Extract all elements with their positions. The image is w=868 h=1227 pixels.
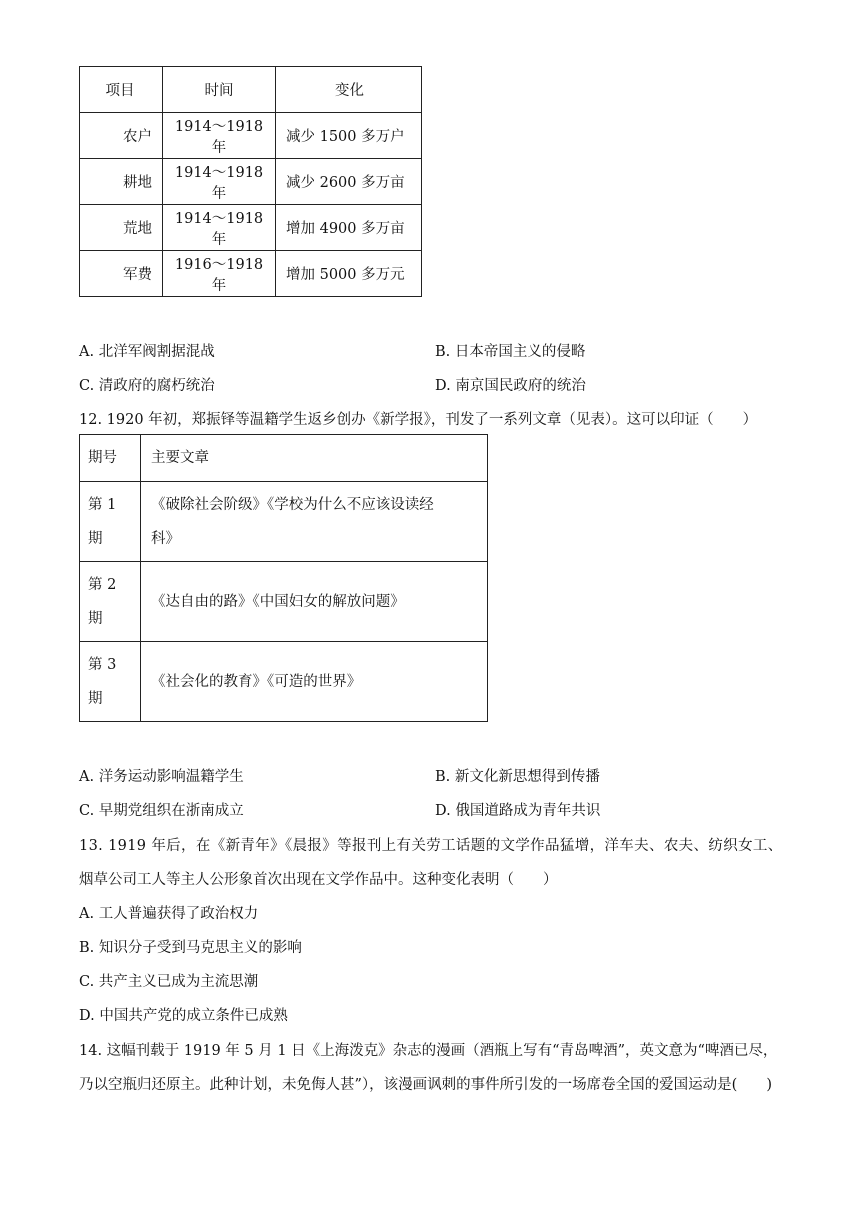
table-cell: 增加 4900 多万亩 bbox=[276, 205, 422, 251]
q14-stem-line2: 乃以空瓶归还原主。此种计划，未免侮人甚”），该漫画讽刺的事件所引发的一场席卷全国的爱国运动是( ) bbox=[79, 1077, 772, 1093]
table-cell: 1914～1918 年 bbox=[163, 159, 276, 205]
q11-option-c[interactable]: C. 清政府的腐朽统治 bbox=[79, 378, 215, 394]
q13-option-b[interactable]: B. 知识分子受到马克思主义的影响 bbox=[79, 940, 302, 956]
q13-option-a[interactable]: A. 工人普遍获得了政治权力 bbox=[79, 906, 259, 922]
xinxuebao-articles-table bbox=[79, 434, 488, 722]
q13-option-c[interactable]: C. 共产主义已成为主流思潮 bbox=[79, 974, 259, 990]
q12-option-b[interactable]: B. 新文化新思想得到传播 bbox=[435, 769, 600, 785]
articles-cell: 《达自由的路》《中国妇女的解放问题》 bbox=[141, 562, 488, 642]
table-cell: 减少 2600 多万亩 bbox=[276, 159, 422, 205]
table-row bbox=[80, 113, 422, 159]
q13-stem-line2: 烟草公司工人等主人公形象首次出现在文学作品中。这种变化表明（ ） bbox=[79, 872, 558, 888]
table-cell: 农户 bbox=[80, 113, 163, 159]
q11-option-a[interactable]: A. 北洋军阀割据混战 bbox=[79, 344, 215, 360]
q12-option-d[interactable]: D. 俄国道路成为青年共识 bbox=[435, 803, 601, 819]
issue-cell: 第 3 期 bbox=[80, 642, 141, 722]
q11-option-d[interactable]: D. 南京国民政府的统治 bbox=[435, 378, 586, 394]
table-row bbox=[80, 562, 488, 642]
q11-option-b[interactable]: B. 日本帝国主义的侵略 bbox=[435, 344, 586, 360]
q12-option-a[interactable]: A. 洋务运动影响温籍学生 bbox=[79, 769, 244, 785]
table-row bbox=[80, 482, 488, 562]
q12-stem: 12. 1920 年初，郑振铎等温籍学生返乡创办《新学报》，刊发了一系列文章（见表）。这可以印证（ ） bbox=[79, 412, 758, 428]
table-cell: 荒地 bbox=[80, 205, 163, 251]
q14-stem-line1: 14. 这幅刊载于 1919 年 5 月 1 日《上海泼克》杂志的漫画（酒瓶上写有“青岛啤酒”，英文意为“啤酒已尽， bbox=[79, 1043, 778, 1059]
q12-option-c[interactable]: C. 早期党组织在浙南成立 bbox=[79, 803, 244, 819]
table-row bbox=[80, 251, 422, 297]
table-cell: 1914～1918 年 bbox=[163, 205, 276, 251]
table-header-row bbox=[80, 435, 488, 482]
table-row bbox=[80, 642, 488, 722]
articles-cell: 《破除社会阶级》《学校为什么不应该设读经 科》 bbox=[141, 482, 488, 562]
table-row bbox=[80, 205, 422, 251]
table-cell: 增加 5000 多万元 bbox=[276, 251, 422, 297]
population-land-table bbox=[79, 66, 422, 297]
q13-option-d[interactable]: D. 中国共产党的成立条件已成熟 bbox=[79, 1008, 288, 1024]
header-cell: 主要文章 bbox=[141, 435, 488, 482]
table-cell: 1916～1918 年 bbox=[163, 251, 276, 297]
q13-stem-line1: 13. 1919 年后，在《新青年》《晨报》等报刊上有关劳工话题的文学作品猛增，洋车夫、农夫、纺织女工、 bbox=[79, 838, 783, 854]
table-cell: 1914～1918 年 bbox=[163, 113, 276, 159]
table-cell: 耕地 bbox=[80, 159, 163, 205]
issue-cell: 第 1 期 bbox=[80, 482, 141, 562]
header-cell: 时间 bbox=[163, 67, 276, 113]
header-cell: 变化 bbox=[276, 67, 422, 113]
table-cell: 军费 bbox=[80, 251, 163, 297]
table-header-row bbox=[80, 67, 422, 113]
table-cell: 减少 1500 多万户 bbox=[276, 113, 422, 159]
articles-cell: 《社会化的教育》《可造的世界》 bbox=[141, 642, 488, 722]
table-row bbox=[80, 159, 422, 205]
header-cell: 期号 bbox=[80, 435, 141, 482]
header-cell: 项目 bbox=[80, 67, 163, 113]
issue-cell: 第 2 期 bbox=[80, 562, 141, 642]
